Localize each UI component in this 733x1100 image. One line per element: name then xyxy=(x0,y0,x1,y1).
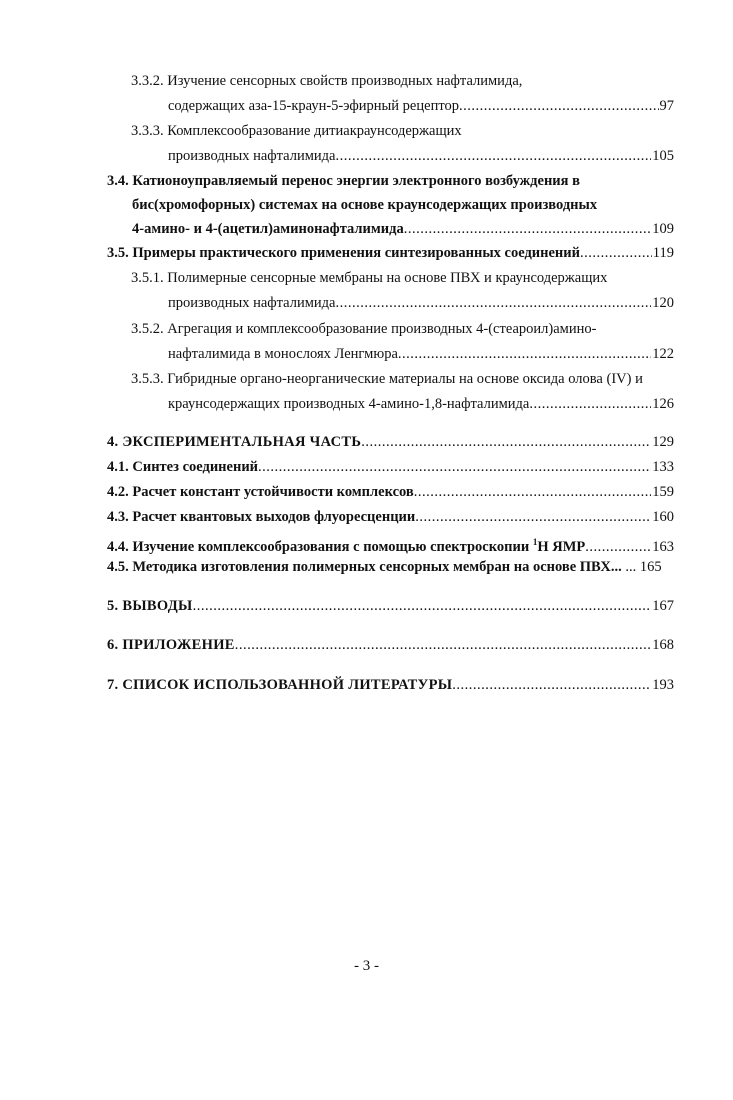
toc-entry-3-5-2[interactable] xyxy=(168,343,674,365)
toc-3-5-page: 119 xyxy=(652,245,674,261)
toc-4-5-page: 165 xyxy=(639,559,662,575)
dot-leader xyxy=(580,242,652,264)
toc-3-5-3-title: краунсодержащих производных 4-амино-1,8-нафталимида xyxy=(168,396,530,412)
dot-leader xyxy=(585,536,651,558)
toc-entry-3-5-3[interactable] xyxy=(168,393,674,415)
dot-leader xyxy=(398,343,651,365)
toc-4-2-page: 159 xyxy=(652,484,674,500)
toc-3-3-2-title: содержащих аза-15-краун-5-эфирный рецептор xyxy=(168,98,459,114)
toc-4-5-title: 4.5. Методика изготовления полимерных сенсорных мембран на основе ПВХ... xyxy=(107,559,622,575)
toc-4-3-title: 4.3. Расчет квантовых выходов флуоресценции xyxy=(107,509,416,525)
toc-entry-3-4[interactable] xyxy=(132,218,674,240)
toc-4-page: 129 xyxy=(652,434,674,450)
toc-3-3-3-page: 105 xyxy=(652,148,674,164)
toc-entry-3-5[interactable] xyxy=(107,242,674,264)
toc-entry-4-1[interactable] xyxy=(107,456,674,478)
toc-3-5-2-page: 122 xyxy=(652,346,674,362)
toc-entry-4-3[interactable] xyxy=(107,506,674,528)
toc-4-4-sup: 1 xyxy=(532,537,538,547)
page-number: - 3 - xyxy=(354,958,379,974)
toc-entry-4[interactable] xyxy=(107,431,674,453)
dot-leader xyxy=(361,431,651,453)
toc-4-4-text-b: Н ЯМР xyxy=(537,538,586,555)
toc-3-4-title: 4-амино- и 4-(ацетил)аминонафталимида xyxy=(132,221,404,237)
toc-6-title: 6. ПРИЛОЖЕНИЕ xyxy=(107,637,235,653)
dot-leader xyxy=(336,292,652,314)
toc-3-4-line2: бис(хромофорных) системах на основе краунсодержащих производных xyxy=(132,197,598,213)
toc-4-5-dots: ... xyxy=(621,559,640,575)
toc-3-5-1-page: 120 xyxy=(652,295,674,311)
toc-3-4-page: 109 xyxy=(652,221,674,237)
toc-4-4-text-a: 4.4. Изучение комплексообразования с помощью спектроскопии xyxy=(107,538,533,555)
toc-3-4-line1: 3.4. Катионоуправляемый перенос энергии электронного возбуждения в xyxy=(107,173,580,189)
toc-6-page: 168 xyxy=(652,637,674,653)
dot-leader xyxy=(415,506,651,528)
toc-5-title: 5. ВЫВОДЫ xyxy=(107,598,193,614)
dot-leader xyxy=(258,456,651,478)
toc-entry-6[interactable] xyxy=(107,634,674,656)
toc-entry-3-5-1[interactable] xyxy=(168,292,674,314)
toc-3-5-title: 3.5. Примеры практического применения синтезированных соединений xyxy=(107,245,580,261)
toc-4-1-page: 133 xyxy=(652,459,674,475)
dot-leader xyxy=(529,393,651,415)
toc-3-5-2-line1: 3.5.2. Агрегация и комплексообразование производных 4-(стеароил)амино- xyxy=(131,321,597,337)
toc-7-title: 7. СПИСОК ИСПОЛЬЗОВАННОЙ ЛИТЕРАТУРЫ xyxy=(107,677,453,693)
toc-3-5-2-title: нафталимида в монослоях Ленгмюра xyxy=(168,346,398,362)
toc-entry-4-5[interactable] xyxy=(107,556,674,578)
dot-leader xyxy=(336,145,652,167)
toc-3-3-3-title: производных нафталимида xyxy=(168,148,336,164)
dot-leader xyxy=(452,674,651,696)
toc-3-5-1-line1: 3.5.1. Полимерные сенсорные мембраны на основе ПВХ и краунсодержащих xyxy=(131,270,608,286)
toc-entry-4-2[interactable] xyxy=(107,481,674,503)
toc-3-5-3-line1: 3.5.3. Гибридные органо-неорганические материалы на основе оксида олова (IV) и xyxy=(131,371,643,387)
dot-leader xyxy=(235,634,651,656)
toc-entry-7[interactable] xyxy=(107,674,674,696)
dot-leader xyxy=(414,481,651,503)
toc-5-page: 167 xyxy=(652,598,674,614)
toc-entry-5[interactable] xyxy=(107,595,674,617)
toc-entry-3-3-3[interactable] xyxy=(168,145,674,167)
toc-7-page: 193 xyxy=(652,677,674,693)
toc-4-title: 4. ЭКСПЕРИМЕНТАЛЬНАЯ ЧАСТЬ xyxy=(107,434,362,450)
toc-4-4-title xyxy=(107,531,585,558)
toc-4-1-title: 4.1. Синтез соединений xyxy=(107,459,259,475)
toc-3-3-2-line1: 3.3.2. Изучение сенсорных свойств производных нафталимида, xyxy=(131,73,523,89)
toc-3-3-3-line1: 3.3.3. Комплексообразование дитиакраунсодержащих xyxy=(131,123,462,139)
toc-3-3-2-page: 97 xyxy=(659,98,674,114)
toc-3-5-3-page: 126 xyxy=(652,396,674,412)
toc-3-5-1-title: производных нафталимида xyxy=(168,295,336,311)
dot-leader xyxy=(193,595,652,617)
toc-4-4-page: 163 xyxy=(652,538,674,555)
dot-leader xyxy=(459,95,659,117)
toc-entry-4-4[interactable] xyxy=(107,531,674,553)
dot-leader xyxy=(404,218,652,240)
toc-entry-3-3-2[interactable] xyxy=(168,95,674,117)
toc-4-3-page: 160 xyxy=(652,509,674,525)
toc-4-2-title: 4.2. Расчет констант устойчивости комплексов xyxy=(107,484,414,500)
